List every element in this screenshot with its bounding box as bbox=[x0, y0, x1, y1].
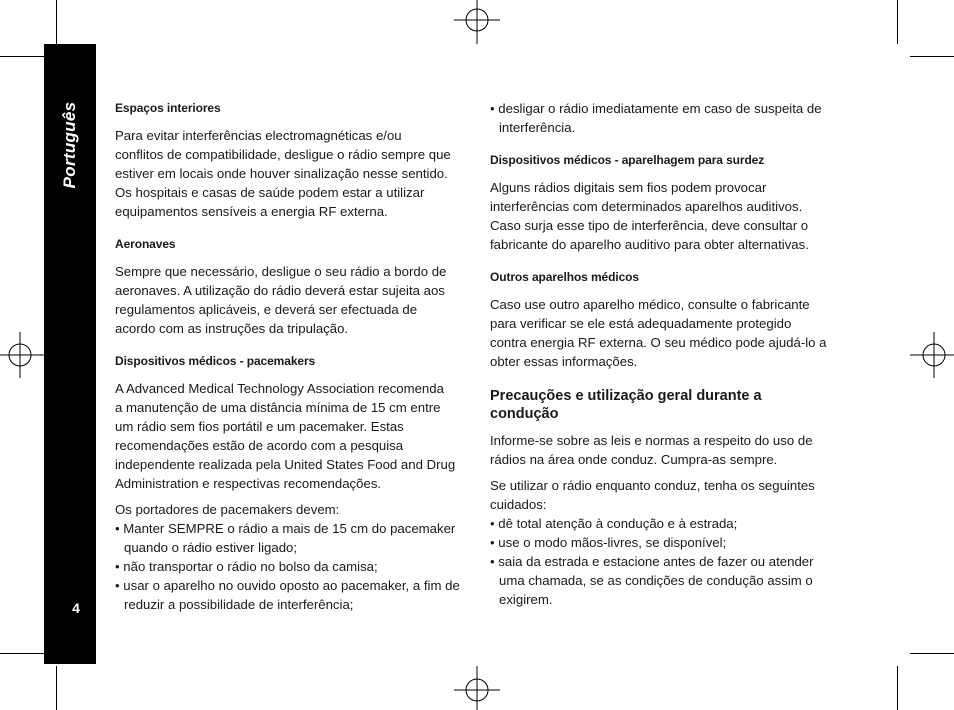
list-item: • saia da estrada e estacione antes de fazer ou atender uma chamada, se as condições de condução assim o exigirem. bbox=[490, 554, 814, 607]
sidebar-language-label: Português bbox=[60, 101, 79, 189]
section-body-other-medical: Caso use outro aparelho médico, consulte o fabricante para verificar se ele está adequadamente protegido contra energia RF externa. O seu médico pode ajudá-lo a obter essas informações. bbox=[490, 297, 827, 369]
crop-mark bbox=[910, 56, 954, 57]
section-body-pacemakers: A Advanced Medical Technology Association recomenda a manutenção de uma distância mínima de 15 cm entre um rádio sem fios portátil e um pacemaker. Estas recomendações estão de acordo com a pesquisa independente realizada pela United States Food and Drug Administration e respectivas recomendações. bbox=[115, 381, 456, 491]
crop-mark bbox=[0, 56, 44, 57]
driving-bullet-list bbox=[490, 514, 835, 609]
registration-mark-top bbox=[454, 0, 500, 46]
left-column bbox=[115, 99, 467, 614]
list-item: • não transportar o rádio no bolso da camisa; bbox=[115, 559, 378, 574]
list-item: • Manter SEMPRE o rádio a mais de 15 cm do pacemaker quando o rádio estiver ligado; bbox=[115, 521, 456, 555]
section-body-aircraft: Sempre que necessário, desligue o seu rádio a bordo de aeronaves. A utilização do rádio deverá estar sujeita aos regulamentos aplicáveis, e deverá ser efectuada de acordo com as instruções da tripulação. bbox=[115, 264, 447, 336]
list-item: • usar o aparelho no ouvido oposto ao pacemaker, a fim de reduzir a possibilidade de interferência; bbox=[115, 578, 460, 612]
right-column bbox=[490, 99, 835, 609]
driving-paragraph-1: Informe-se sobre as leis e normas a respeito do uso de rádios na área onde conduz. Cumpra-as sempre. bbox=[490, 433, 813, 467]
section-heading-other-medical: Outros aparelhos médicos bbox=[490, 270, 639, 284]
registration-mark-bottom bbox=[454, 664, 500, 710]
page-number: 4 bbox=[72, 600, 80, 616]
section-heading-driving: Precauções e utilização geral durante a condução bbox=[490, 388, 762, 422]
pacemaker-bullet-list bbox=[115, 519, 467, 614]
crop-mark bbox=[897, 0, 898, 44]
section-body-indoor: Para evitar interferências electromagnéticas e/ou conflitos de compatibilidade, desligue o rádio sempre que estiver em locais onde houver sinalização nesse sentido. Os hospitais e casas de saúde podem estar a utilizar equipamentos sensíveis a energia RF externa. bbox=[115, 128, 451, 219]
section-heading-hearing-aids: Dispositivos médicos - aparelhagem para surdez bbox=[490, 153, 765, 167]
list-item: • use o modo mãos-livres, se disponível; bbox=[490, 535, 727, 550]
crop-mark bbox=[56, 0, 57, 44]
driving-paragraph-2: Se utilizar o rádio enquanto conduz, tenha os seguintes cuidados: bbox=[490, 478, 815, 512]
section-heading-pacemakers: Dispositivos médicos - pacemakers bbox=[115, 354, 316, 368]
section-heading-indoor: Espaços interiores bbox=[115, 101, 221, 115]
section-body-hearing-aids: Alguns rádios digitais sem fios podem provocar interferências com determinados aparelhos auditivos. Caso surja esse tipo de interferência, deve consultar o fabricante do aparelho auditivo para obter alternativas. bbox=[490, 180, 809, 252]
list-item: • dê total atenção à condução e à estrada; bbox=[490, 516, 738, 531]
crop-mark bbox=[897, 666, 898, 710]
list-item: • desligar o rádio imediatamente em caso de suspeita de interferência. bbox=[490, 101, 822, 135]
pacemaker-list-intro: Os portadores de pacemakers devem: bbox=[115, 502, 340, 517]
registration-mark-left bbox=[0, 332, 46, 378]
crop-mark bbox=[0, 653, 44, 654]
crop-mark bbox=[910, 653, 954, 654]
registration-mark-right bbox=[908, 332, 954, 378]
crop-mark bbox=[56, 666, 57, 710]
section-heading-aircraft: Aeronaves bbox=[115, 237, 176, 251]
